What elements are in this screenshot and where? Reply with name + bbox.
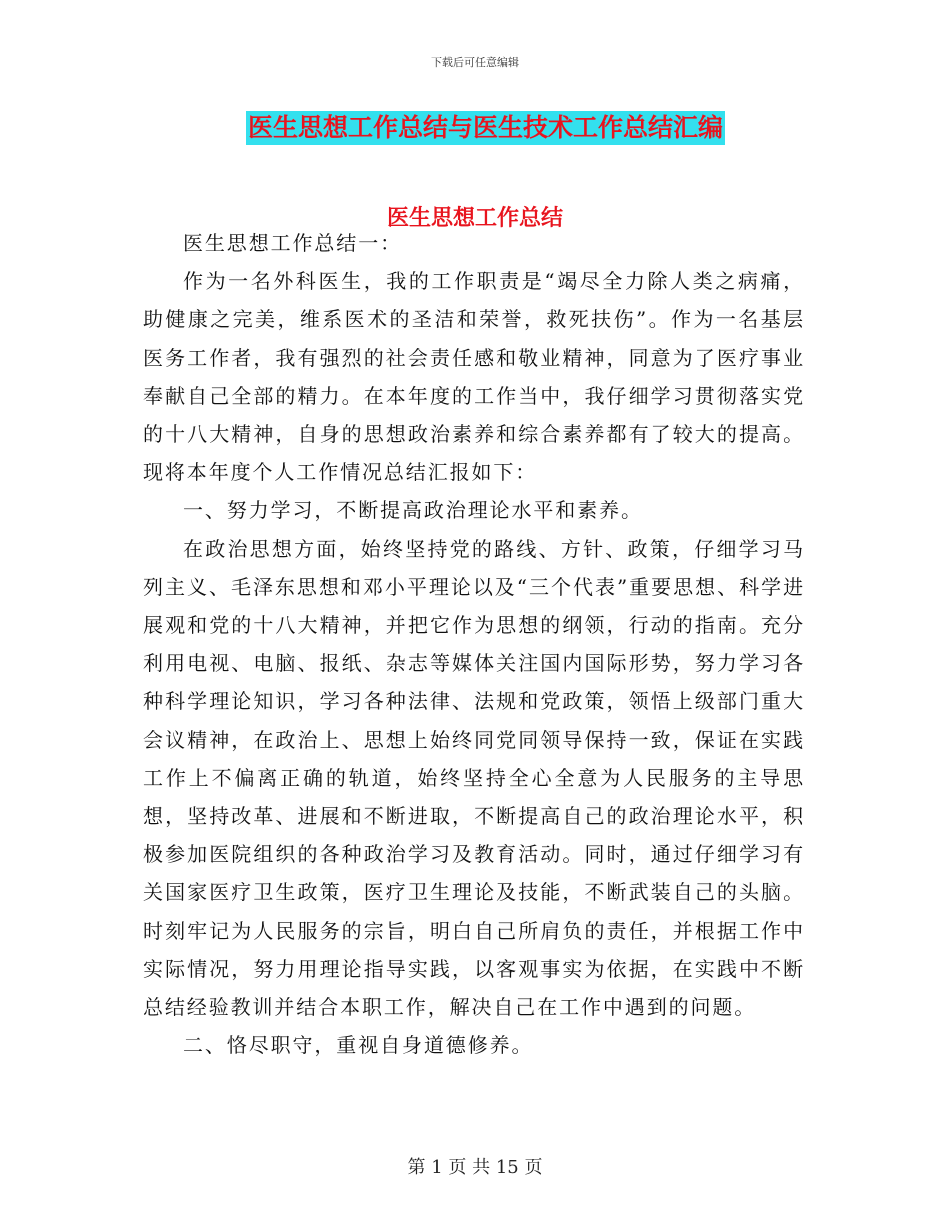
document-main-title: 医生思想工作总结与医生技术工作总结汇编 xyxy=(246,111,725,145)
header-note: 下载后可任意编辑 xyxy=(431,56,519,69)
paragraph: 医生思想工作总结一： xyxy=(183,231,402,255)
document-body xyxy=(143,224,805,1064)
section-title: 医生思想工作总结 xyxy=(386,206,563,231)
paragraph: 作为一名外科医生，我的工作职责是“竭尽全力除人类之病痛，助健康之完美，维系医术的圣洁和荣誉，救死扶伤”。作为一名基层医务工作者，我有强烈的社会责任感和敬业精神，同意为了医疗事业奉献自己全部的精力。在本年度的工作当中，我仔细学习贯彻落实党的十八大精神，自身的思想政治素养和综合素养都有了较大的提高。现将本年度个人工作情况总结汇报如下： xyxy=(143,269,805,485)
page-number-footer: 第 1 页 共 15 页 xyxy=(407,1157,543,1178)
paragraph: 一、努力学习，不断提高政治理论水平和素养。 xyxy=(183,498,643,523)
paragraph: 在政治思想方面，始终坚持党的路线、方针、政策，仔细学习马列主义、毛泽东思想和邓小平理论以及“三个代表”重要思想、科学进展观和党的十八大精神，并把它作为思想的纲领，行动的指南。充分利用电视、电脑、报纸、杂志等媒体关注国内国际形势，努力学习各种科学理论知识，学习各种法律、法规和党政策，领悟上级部门重大会议精神，在政治上、思想上始终同党同领导保持一致，保证在实践工作上不偏离正确的轨道，始终坚持全心全意为人民服务的主导思想，坚持改革、进展和不断进取，不断提高自己的政治理论水平，积极参加医院组织的各种政治学习及教育活动。同时，通过仔细学习有关国家医疗卫生政策，医疗卫生理论及技能，不断武装自己的头脑。时刻牢记为人民服务的宗旨，明白自己所肩负的责任，并根据工作中实际情况，努力用理论指导实践，以客观事实为依据，在实践中不断总结经验教训并结合本职工作，解决自己在工作中遇到的问题。 xyxy=(143,536,805,1020)
paragraph: 二、恪尽职守，重视自身道德修养。 xyxy=(183,1033,534,1058)
